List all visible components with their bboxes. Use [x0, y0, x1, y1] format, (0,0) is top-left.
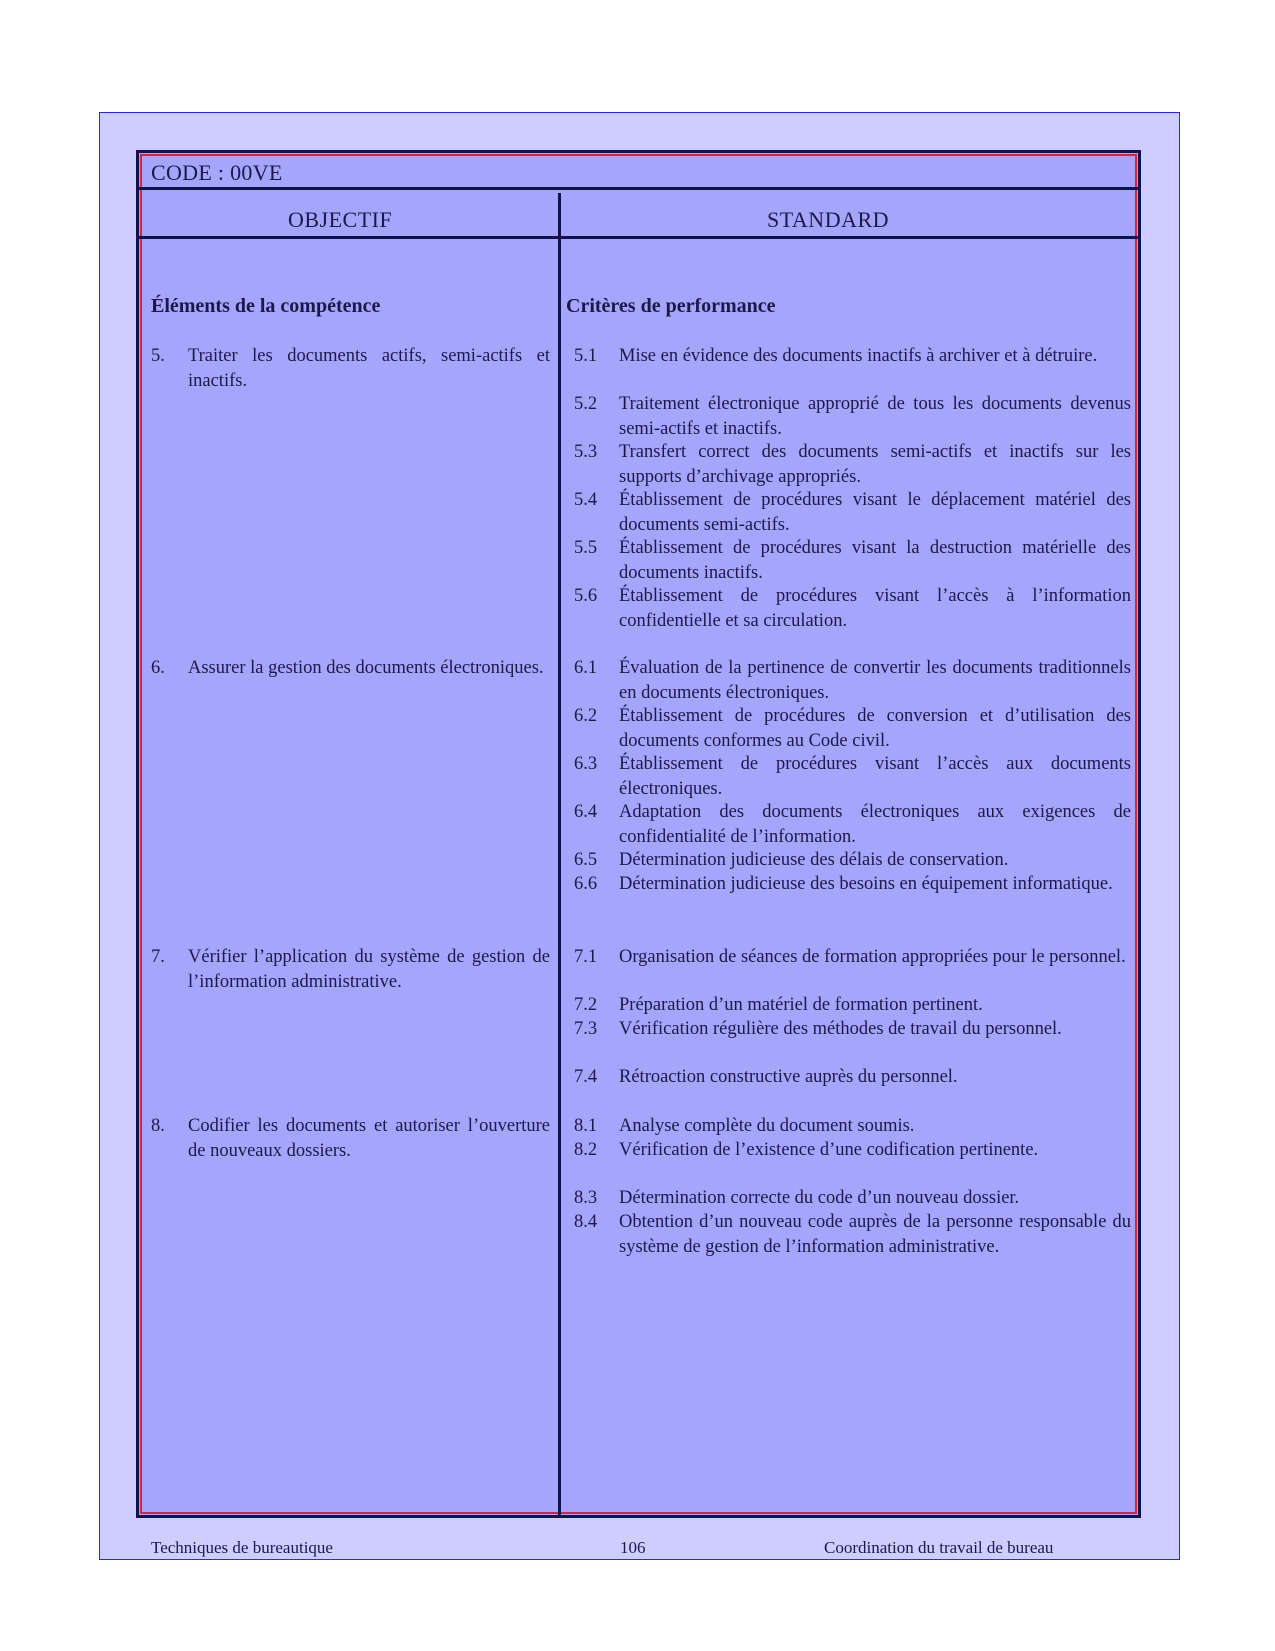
criterion-item — [574, 945, 1131, 970]
element-number: 6. — [151, 658, 165, 678]
criterion-item — [574, 344, 1131, 369]
criterion-number: 6.4 — [574, 802, 598, 822]
criterion-number: 5.6 — [574, 586, 598, 606]
criterion-number: 7.1 — [574, 947, 598, 967]
criterion-item — [574, 1138, 1131, 1163]
criterion-text: Organisation de séances de formation appropriées pour le personnel. — [619, 947, 1126, 967]
criterion-text: Établissement de procédures visant le déplacement matériel des documents semi-actifs. — [619, 490, 1131, 535]
criterion-item — [574, 993, 1131, 1018]
criterion-text: Vérification de l’existence d’une codification pertinente. — [619, 1140, 1039, 1160]
criterion-item — [574, 656, 1131, 705]
element-number: 5. — [151, 346, 165, 366]
criterion-item — [574, 488, 1131, 537]
column-divider — [558, 193, 561, 1515]
criterion-text: Établissement de procédures visant l’accès aux documents électroniques. — [619, 754, 1131, 799]
criterion-number: 5.4 — [574, 490, 598, 510]
criterion-text: Transfert correct des documents semi-actifs et inactifs sur les supports d’archivage appropriés. — [619, 442, 1131, 487]
criterion-text: Évaluation de la pertinence de convertir les documents traditionnels en documents électroniques. — [619, 658, 1131, 703]
criterion-item — [574, 800, 1131, 849]
criterion-text: Établissement de procédures visant la destruction matérielle des documents inactifs. — [619, 538, 1131, 583]
criterion-text: Obtention d’un nouveau code auprès de la personne responsable du système de gestion de l’information administrative. — [619, 1212, 1131, 1257]
criterion-item — [574, 704, 1131, 753]
criterion-item — [574, 584, 1131, 633]
criterion-text: Détermination correcte du code d’un nouveau dossier. — [619, 1188, 1020, 1208]
criterion-item — [574, 440, 1131, 489]
criterion-number: 5.1 — [574, 346, 598, 366]
header-divider — [139, 187, 1138, 190]
element-number: 7. — [151, 947, 165, 967]
criterion-number: 5.3 — [574, 442, 598, 462]
column-header-divider — [139, 236, 1138, 239]
element-number: 8. — [151, 1116, 165, 1136]
criterion-number: 5.5 — [574, 538, 598, 558]
criterion-number: 7.2 — [574, 995, 598, 1015]
criterion-item — [574, 392, 1131, 441]
footer-program: Techniques de bureautique — [151, 1538, 333, 1557]
criterion-number: 8.2 — [574, 1140, 598, 1160]
element-text: Assurer la gestion des documents électroniques. — [188, 658, 544, 678]
criterion-number: 7.3 — [574, 1019, 598, 1039]
criterion-item — [574, 752, 1131, 801]
criterion-number: 8.3 — [574, 1188, 598, 1208]
criterion-text: Détermination judicieuse des besoins en équipement informatique. — [619, 874, 1113, 894]
criterion-number: 6.3 — [574, 754, 598, 774]
column-header-standard: STANDARD — [767, 207, 890, 232]
criterion-text: Établissement de procédures visant l’accès à l’information confidentielle et sa circulation. — [619, 586, 1131, 631]
section-title-elements: Éléments de la compétence — [151, 295, 381, 317]
criterion-text: Vérification régulière des méthodes de travail du personnel. — [619, 1019, 1062, 1039]
element-item — [151, 945, 550, 994]
element-text: Traiter les documents actifs, semi-actifs et inactifs. — [188, 346, 550, 391]
criterion-text: Analyse complète du document soumis. — [619, 1116, 915, 1136]
element-text: Vérifier l’application du système de gestion de l’information administrative. — [188, 947, 550, 992]
criterion-text: Adaptation des documents électroniques aux exigences de confidentialité de l’information. — [619, 802, 1131, 847]
section-title-criteria: Critères de performance — [566, 295, 776, 317]
element-item — [151, 344, 550, 393]
footer-course: Coordination du travail de bureau — [824, 1538, 1054, 1557]
criterion-number: 6.1 — [574, 658, 598, 678]
criterion-number: 7.4 — [574, 1067, 598, 1087]
criterion-text: Établissement de procédures de conversion et d’utilisation des documents conformes au Code civil. — [619, 706, 1131, 751]
criterion-item — [574, 872, 1131, 897]
criterion-text: Préparation d’un matériel de formation pertinent. — [619, 995, 983, 1015]
criterion-number: 5.2 — [574, 394, 598, 414]
criterion-item — [574, 1210, 1131, 1259]
element-text: Codifier les documents et autoriser l’ouverture de nouveaux dossiers. — [188, 1116, 550, 1161]
element-item — [151, 656, 550, 681]
column-header-objectif: OBJECTIF — [288, 207, 393, 232]
criterion-item — [574, 1186, 1131, 1211]
criterion-text: Mise en évidence des documents inactifs à archiver et à détruire. — [619, 346, 1098, 366]
criterion-number: 6.2 — [574, 706, 598, 726]
criterion-number: 6.6 — [574, 874, 598, 894]
program-code: CODE : 00VE — [151, 160, 283, 185]
criterion-number: 6.5 — [574, 850, 598, 870]
criterion-item — [574, 1017, 1131, 1042]
criterion-item — [574, 1065, 1131, 1090]
criterion-item — [574, 1114, 1131, 1139]
criterion-text: Détermination judicieuse des délais de conservation. — [619, 850, 1009, 870]
criterion-number: 8.4 — [574, 1212, 598, 1232]
criterion-text: Rétroaction constructive auprès du personnel. — [619, 1067, 958, 1087]
criterion-text: Traitement électronique approprié de tous les documents devenus semi-actifs et inactifs. — [619, 394, 1131, 439]
page-number: 106 — [620, 1538, 646, 1557]
element-item — [151, 1114, 550, 1163]
criterion-number: 8.1 — [574, 1116, 598, 1136]
criterion-item — [574, 848, 1131, 873]
criterion-item — [574, 536, 1131, 585]
